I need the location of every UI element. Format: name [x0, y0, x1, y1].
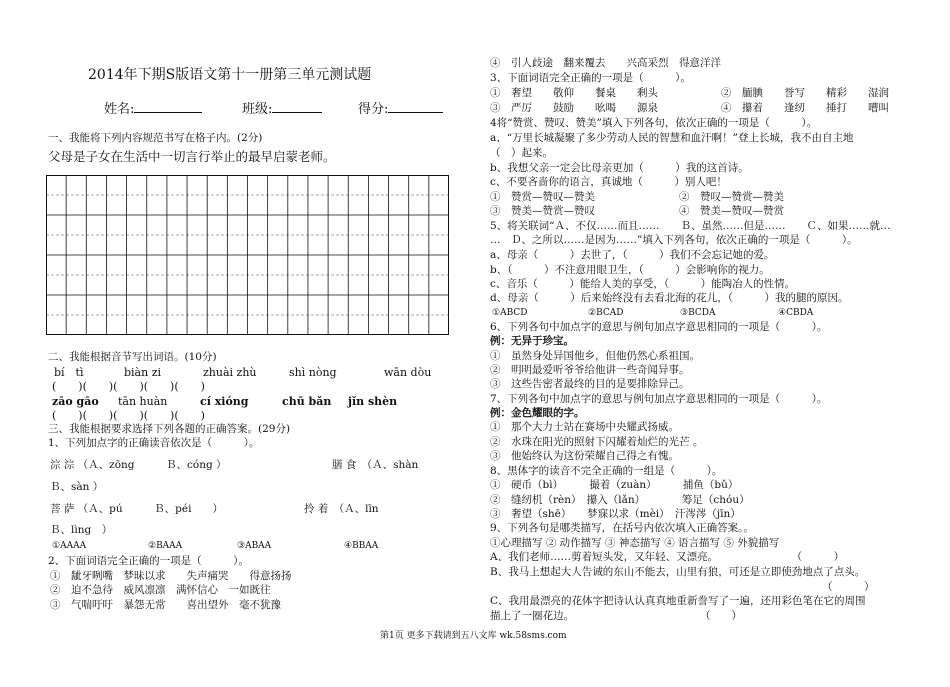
- q3-9-sentence-b-paren[interactable]: （ ）: [822, 581, 875, 593]
- q2-heading: 二、我能根据音节写出词语。(10分): [48, 351, 217, 363]
- q3-9-categories: ①心理描写 ② 动作描写 ③ 神态描写 ④ 语言描写 ⑤ 外貌描写: [490, 537, 780, 549]
- pinyin-8: cí xióng: [200, 395, 249, 408]
- q3-5-sentence-c: c、音乐（ ）能给人美的享受，（ ）能陶冶人的性情。: [490, 278, 796, 290]
- pinyin-3: zhuài zhù: [203, 366, 257, 379]
- name-label-text: 姓名:: [104, 102, 135, 117]
- q3-5-stem-cont: … Ｄ、之所以……是因为……”填入下列各句，依次正确的一项是（ ）。: [490, 234, 858, 246]
- q3-5-sentence-b: b、（ ）不注意用眼卫生，（ ）会影响你的视力。: [490, 264, 770, 276]
- q3-2-option-1[interactable]: ① 龇牙咧嘴 梦昧以求 失声痛哭 得意扬扬: [50, 570, 292, 582]
- q3-4-sentence-a: a、“万里长城凝聚了多少劳动人民的智慧和血汗啊！”登上长城，我不由自主地: [490, 132, 854, 144]
- q3-2-option-2[interactable]: ② 迫不急待 威风凛凛 满怀信心 一如既往: [50, 584, 271, 596]
- name-label: [104, 100, 202, 118]
- q3-8-option-3[interactable]: ③ 奢望（shē） 梦寐以求（mèi） 汗涔涔（jīn）: [490, 508, 741, 520]
- score-label-text: 得分:: [358, 102, 389, 117]
- q3-9-sentence-b: B、我马上想起大人告诫的东山不能去，山里有狼，可还是立即使劲地点了点头。: [490, 566, 866, 578]
- q3-1-item-b-cont: Ｂ、sàn ）: [50, 481, 104, 493]
- q3-4-stem: 4将“赞赏、赞叹、赞美”填入下列各句，依次正确的一项是（ ）。: [490, 117, 818, 129]
- q5-option-4[interactable]: ④CBDA: [778, 308, 814, 318]
- score-label: [358, 100, 443, 118]
- pinyin-4: shì nòng: [289, 366, 337, 379]
- pinyin-6: zāo gāo: [52, 395, 99, 408]
- q3-2-option-3[interactable]: ③ 气喘吁吁 暴怨无常 喜出望外 毫不犹豫: [50, 599, 281, 611]
- answer-parens-2[interactable]: ( )( )( )( )( ): [52, 409, 205, 422]
- q1-heading: 一、我能将下列内容规范书写在格子内。(2分): [48, 132, 263, 144]
- q3-4-options-a[interactable]: ① 赞赏—赞叹—赞美 ② 赞叹—赞赏—赞美: [490, 191, 784, 203]
- q3-4-sentence-c: c、不要吝啬你的语言，真诚地（ ）别人吧！: [490, 176, 727, 188]
- q3-7-option-2[interactable]: ② 水珠在阳光的照射下闪耀着灿烂的光芒 。: [490, 436, 704, 448]
- q3-9-sentence-a: A、我们老师……剪着短头发，又年轻、又漂亮。 （ ）: [490, 551, 845, 563]
- q3-1-stem: 1、下列加点字的正确读音依次是（ ）。: [48, 437, 260, 449]
- q3-4-options-b[interactable]: ③ 赞美—赞赏—赞叹 ④ 赞美—赞叹—赞赏: [490, 205, 784, 217]
- answer-parens-1[interactable]: ( )( )( )( )( ): [52, 380, 205, 393]
- q3-4-sentence-a-cont: （ ）起来。: [490, 147, 553, 159]
- pinyin-7: tān huàn: [118, 395, 168, 408]
- q5-option-2[interactable]: ②BCAD: [588, 308, 624, 318]
- q3-7-stem: 7、下列各句中加点字的意思与例句加点字意思相同的一项是（ ）。: [490, 393, 828, 405]
- q3-9-sentence-c-cont: 描上了一圈花边。 （ ）: [490, 610, 742, 622]
- q3-1-item-a: 淙 淙 （Ａ、zōng Ｂ、cóng ）: [50, 459, 227, 471]
- q3-6-option-1[interactable]: ① 虽然身处异国他乡，但他仍然心系祖国。: [490, 350, 700, 362]
- q3-8-option-1[interactable]: ① 硬币（bì） 撮着（zuàn） 捕鱼（bǔ）: [490, 479, 739, 491]
- writing-grid[interactable]: [46, 175, 449, 335]
- q3-1-item-b: 膳 食 （Ａ、shàn: [332, 459, 419, 471]
- option-3[interactable]: ③ABAA: [237, 541, 272, 551]
- q3-9-sentence-c: C、我用最漂亮的花体字把诗认认真真地重新誊写了一遍，还用彩色笔在它的周围: [490, 595, 866, 607]
- q3-heading: 三、我能根据要求选择下列各题的正确答案。(29分): [48, 423, 291, 435]
- q1-sentence: 父母是子女在生活中一切言行举止的最早启蒙老师。: [48, 149, 336, 164]
- pinyin-5: wān dòu: [384, 366, 432, 379]
- pinyin-10: jǐn shèn: [348, 395, 398, 408]
- q3-9-stem: 9、下列各句是哪类描写，在括号内依次填入正确答案。。: [490, 522, 754, 534]
- option-1[interactable]: ①AAAA: [52, 541, 87, 551]
- option-4[interactable]: ④BBAA: [344, 541, 379, 551]
- q3-2-stem: 2、下面词语完全正确的一项是（ ）。: [48, 555, 249, 567]
- pinyin-1: bí tì: [54, 366, 84, 379]
- writing-grid-svg: [46, 175, 449, 335]
- q5-option-1[interactable]: ①ABCD: [492, 308, 528, 318]
- q3-6-example: 例：无异于珍宝。: [490, 335, 574, 347]
- q3-5-sentence-a: a、母亲（ ）去世了，（ ）我们不会忘记她的爱。: [490, 249, 775, 261]
- class-label: [242, 100, 322, 118]
- q5-option-3[interactable]: ③BCDA: [680, 308, 716, 318]
- q3-7-option-1[interactable]: ① 那个大力士站在赛场中央耀武扬威。: [490, 421, 679, 433]
- q3-1-item-c: 菩 萨 （Ａ、pú Ｂ、péi ）: [50, 503, 223, 515]
- class-label-text: 班级:: [242, 102, 273, 117]
- page-footer: 第1页 更多下载请到五八文库 wk.58sms.com: [380, 631, 567, 641]
- q3-8-stem: 8、黑体字的读音不完全正确的一组是（ ）。: [490, 465, 723, 477]
- pinyin-2: biàn zi: [124, 366, 162, 379]
- q3-6-stem: 6、下列各句中加点字的意思与例句加点字意思相同的一项是（ ）。: [490, 321, 828, 333]
- q3-5-stem: 5、将关联词“Ａ、不仅……而且…… Ｂ、虽然……但是…… Ｃ、如果……就…: [490, 220, 891, 232]
- q3-3-options-a[interactable]: ① 奢望 敬仰 餐桌 剩头 ② 腼腆 誉写 精彩 湿润: [490, 87, 889, 99]
- q3-5-sentence-d: d、母亲（ ）后来始终没有去看北海的花儿，（ ）我的腿的原因。: [490, 292, 849, 304]
- pinyin-9: chū bǎn: [282, 395, 332, 408]
- q3-3-stem: 3、下面词语完全正确的一项是（ ）。: [490, 72, 691, 84]
- q3-6-option-3[interactable]: ③ 这些告密者最终的目的是要排除异己。: [490, 378, 690, 390]
- q3-7-example: 例：金色耀眼的字。: [490, 407, 585, 419]
- page-title: 2014年下期S版语文第十一册第三单元测试题: [88, 67, 372, 83]
- q3-6-option-2[interactable]: ② 明明最爱听爷爷给他讲一些奇闻异事。: [490, 364, 690, 376]
- class-blank[interactable]: [272, 100, 322, 113]
- score-blank[interactable]: [388, 100, 443, 113]
- q3-8-option-2[interactable]: ② 缝纫机（rèn） 攥入（lǎn） 筹足（chóu）: [490, 494, 750, 506]
- q3-1-item-d-cont: Ｂ、lìng ）: [50, 524, 113, 536]
- q3-2-option-4[interactable]: ④ 引人歧途 翻来覆去 兴高采烈 得意洋洋: [490, 57, 721, 69]
- option-2[interactable]: ②BAAA: [148, 541, 183, 551]
- q3-7-option-3[interactable]: ③ 他始终认为这份荣耀自己得之有愧。: [490, 450, 679, 462]
- q3-4-sentence-b: b、我想父亲一定会比母亲更加（ ）我的这首诗。: [490, 162, 749, 174]
- q3-1-item-d: 拎 着 （Ａ、līn: [304, 503, 379, 515]
- q3-3-options-b[interactable]: ③ 严厉 鼓励 吆喝 源泉 ④ 攥着 逢纫 捶打 嘈叫: [490, 102, 889, 114]
- name-blank[interactable]: [134, 100, 202, 113]
